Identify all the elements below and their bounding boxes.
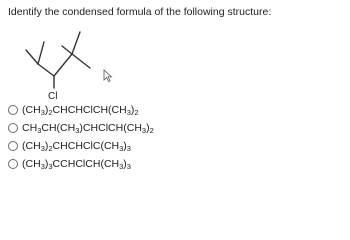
skeletal-structure-image — [20, 28, 130, 102]
radio-button[interactable] — [8, 123, 18, 133]
question-text: Identify the condensed formula of the following structure: — [8, 6, 272, 18]
option-2[interactable] — [8, 119, 338, 137]
option-3[interactable] — [8, 137, 338, 155]
option-label: $CH_3CH(CH_3)CHClCH(CH_3)_2$ — [22, 122, 154, 135]
option-label: $(CH_3)_3CCHClCH(CH_3)_3$ — [22, 158, 131, 171]
mouse-cursor-icon — [104, 70, 112, 82]
radio-button[interactable] — [8, 159, 18, 169]
option-label: $(CH_3)_2CHCHClCH(CH_3)_2$ — [22, 104, 139, 117]
skeletal-structure-drawing — [20, 28, 130, 102]
answer-options — [8, 101, 338, 173]
radio-button[interactable] — [8, 105, 18, 115]
radio-button[interactable] — [8, 141, 18, 151]
option-label: $(CH_3)_2CHCHClC(CH_3)_3$ — [22, 140, 131, 153]
option-1[interactable] — [8, 101, 338, 119]
option-4[interactable] — [8, 155, 338, 173]
chlorine-label: Cl — [48, 91, 58, 102]
